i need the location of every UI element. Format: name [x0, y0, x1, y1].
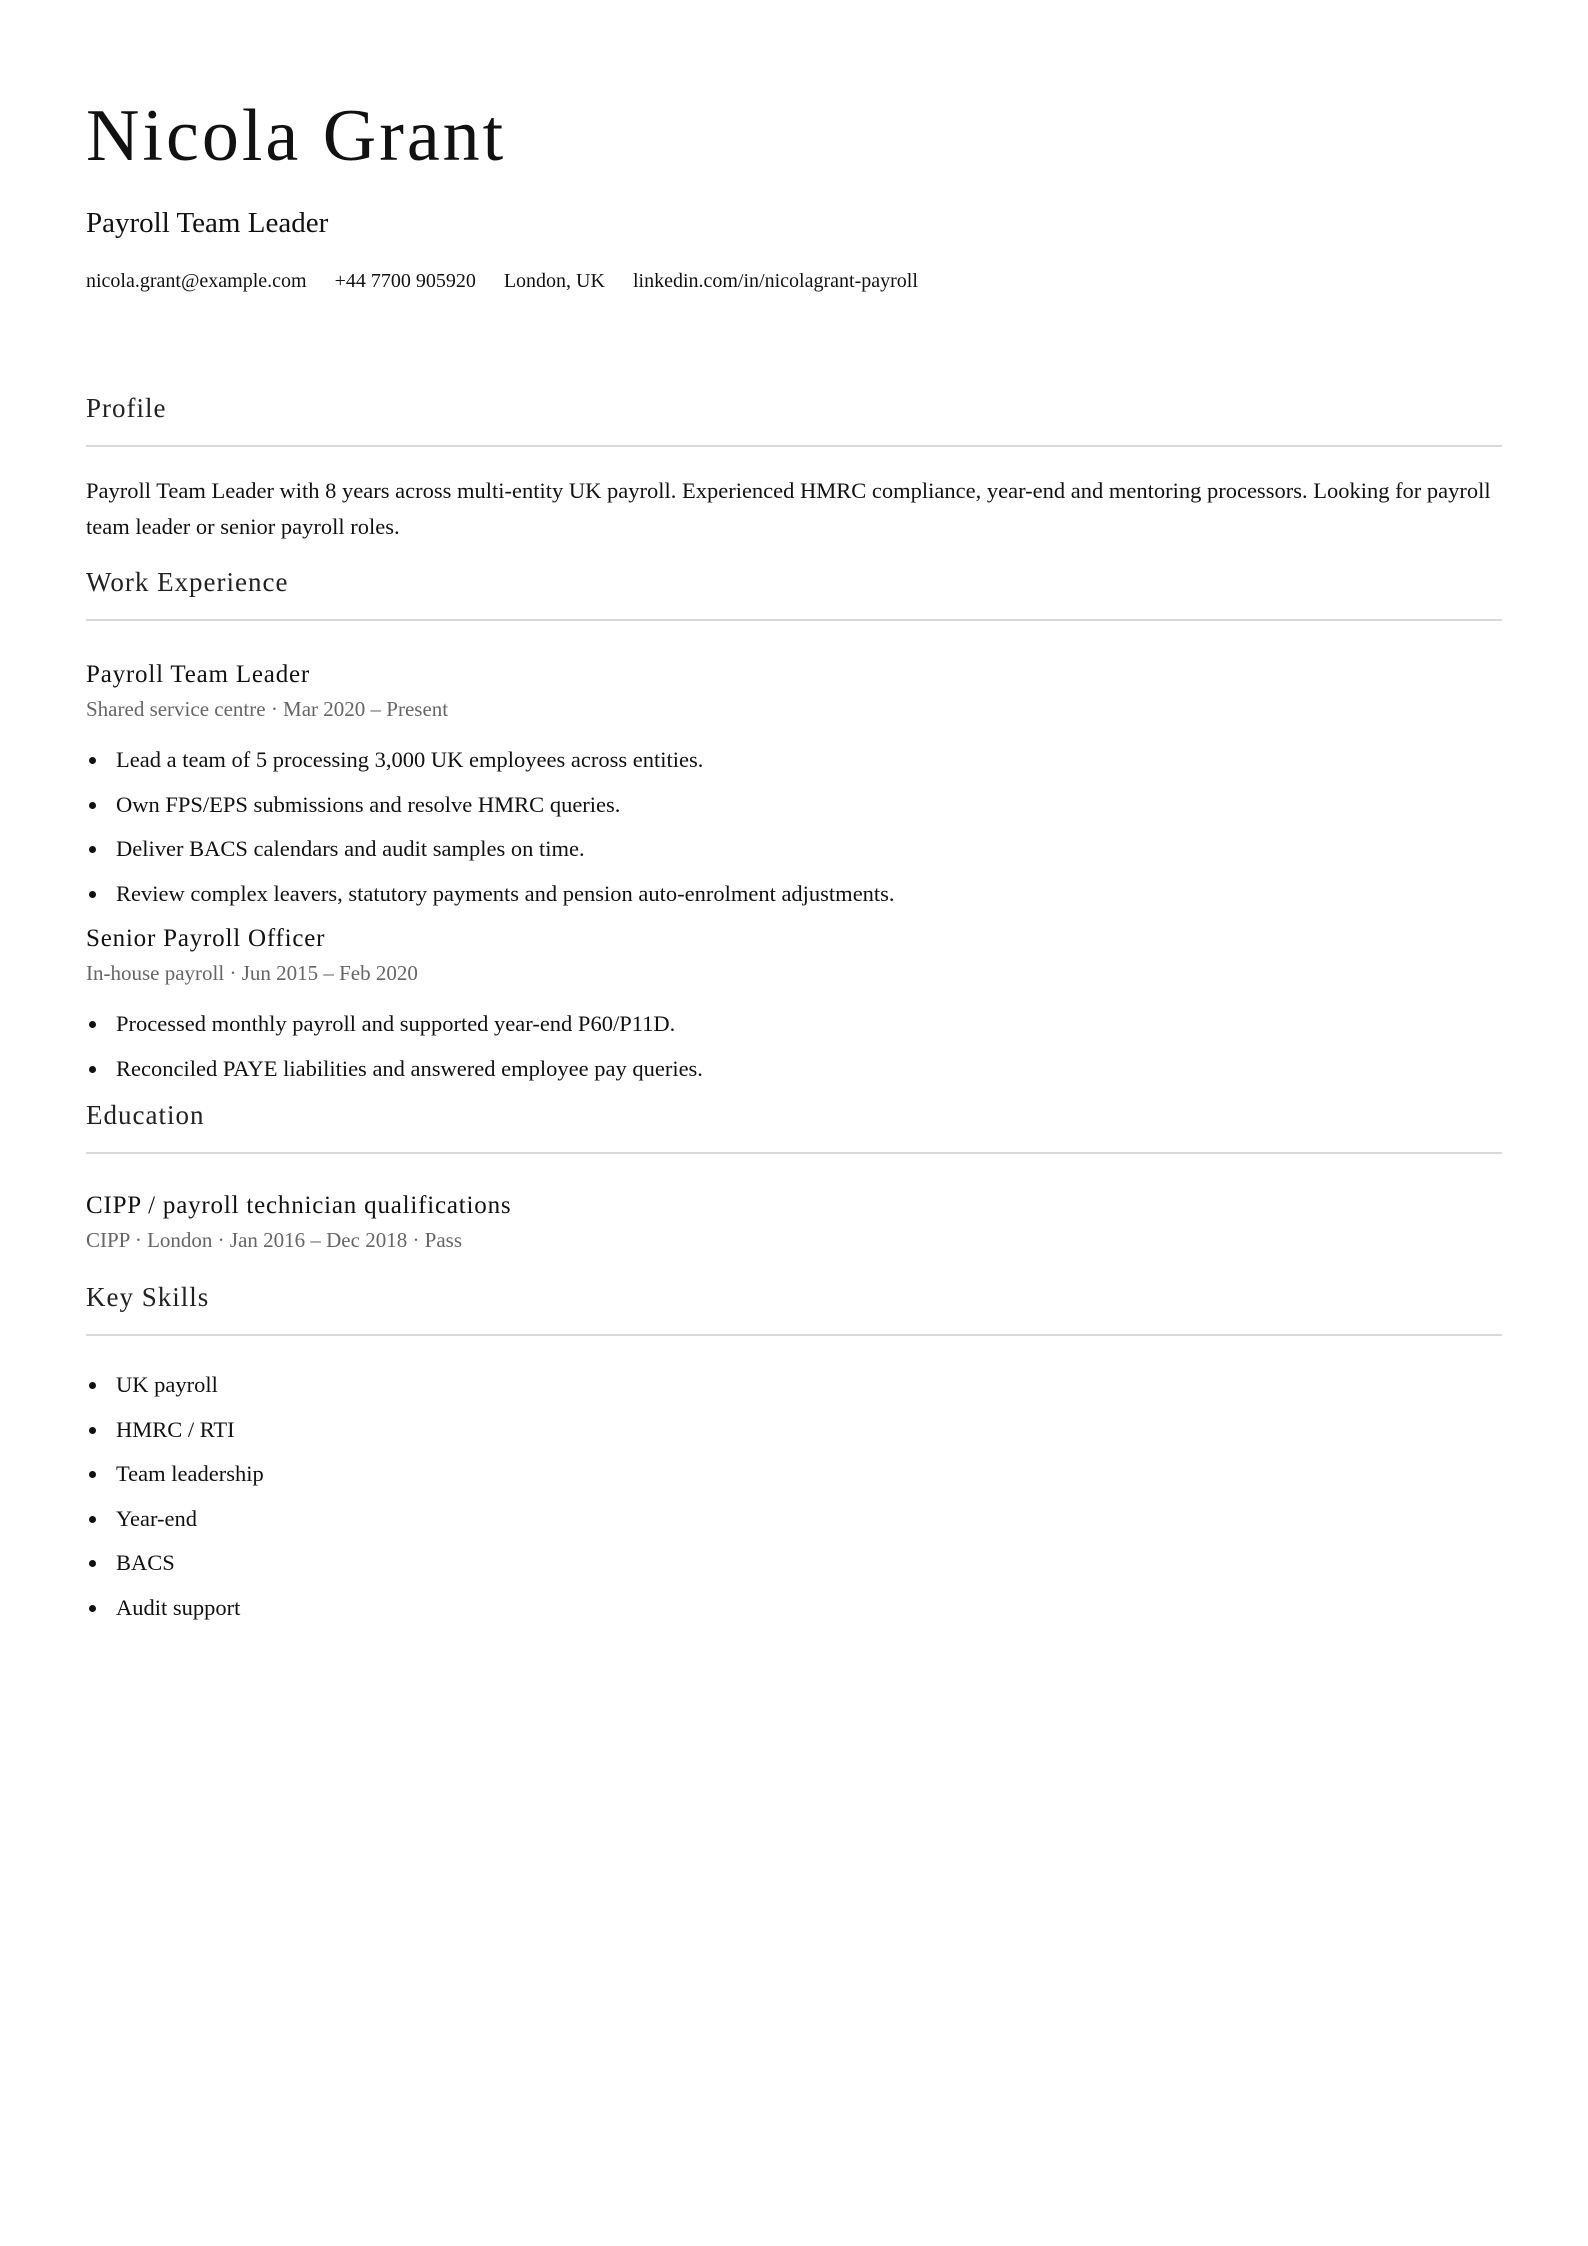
experience-section — [86, 565, 1502, 1084]
job-title: Senior Payroll Officer — [86, 925, 326, 952]
skills-divider — [86, 1334, 1502, 1336]
education-heading: Education — [86, 1100, 205, 1130]
skill-item: Audit support — [86, 1593, 1502, 1623]
job-meta: Shared service centre · Mar 2020 – Present — [86, 697, 449, 721]
skill-item: Team leadership — [86, 1459, 1502, 1489]
contact-phone: +44 7700 905920 — [334, 270, 476, 292]
job-meta: In-house payroll · Jun 2015 – Feb 2020 — [86, 961, 418, 985]
profile-heading: Profile — [86, 393, 167, 423]
contact-email: nicola.grant@example.com — [86, 270, 307, 292]
candidate-name: Nicola Grant — [86, 95, 507, 177]
profile-section — [86, 391, 1502, 545]
profile-summary: Payroll Team Leader with 8 years across multi-entity UK payroll. Experienced HMRC compliance, year-end and mentoring processors. Looking for payroll team leader or senior payroll roles. — [86, 478, 1491, 539]
candidate-title: Payroll Team Leader — [86, 207, 329, 239]
resume-header — [86, 92, 1502, 294]
education-title: CIPP / payroll technician qualifications — [86, 1192, 512, 1219]
job-title: Payroll Team Leader — [86, 661, 311, 688]
job-entry — [86, 923, 1502, 1084]
education-section — [86, 1098, 1502, 1254]
education-divider — [86, 1152, 1502, 1154]
contact-line — [86, 268, 1502, 294]
skill-item: Year-end — [86, 1504, 1502, 1534]
skill-item: BACS — [86, 1548, 1502, 1578]
experience-heading: Work Experience — [86, 567, 289, 597]
job-bullet: Processed monthly payroll and supported year-end P60/P11D. — [86, 1009, 1502, 1039]
job-bullet: Deliver BACS calendars and audit samples on time. — [86, 834, 1502, 864]
skills-section — [86, 1280, 1502, 1623]
contact-location: London, UK — [503, 270, 605, 292]
job-bullets — [86, 745, 1502, 909]
skill-item: UK payroll — [86, 1370, 1502, 1400]
job-bullets — [86, 1009, 1502, 1084]
skills-heading: Key Skills — [86, 1282, 210, 1312]
contact-linkedin: linkedin.com/in/nicolagrant-payroll — [632, 270, 918, 292]
education-meta: CIPP · London · Jan 2016 – Dec 2018 · Pass — [86, 1228, 463, 1252]
job-bullet: Own FPS/EPS submissions and resolve HMRC queries. — [86, 790, 1502, 820]
job-bullet: Reconciled PAYE liabilities and answered employee pay queries. — [86, 1054, 1502, 1084]
skill-item: HMRC / RTI — [86, 1415, 1502, 1445]
skills-list — [86, 1370, 1502, 1623]
job-bullet: Review complex leavers, statutory payments and pension auto-enrolment adjustments. — [86, 879, 1502, 909]
profile-divider — [86, 445, 1502, 447]
job-bullet: Lead a team of 5 processing 3,000 UK employees across entities. — [86, 745, 1502, 775]
experience-divider — [86, 619, 1502, 621]
education-entry — [86, 1190, 1502, 1254]
job-entry — [86, 659, 1502, 909]
